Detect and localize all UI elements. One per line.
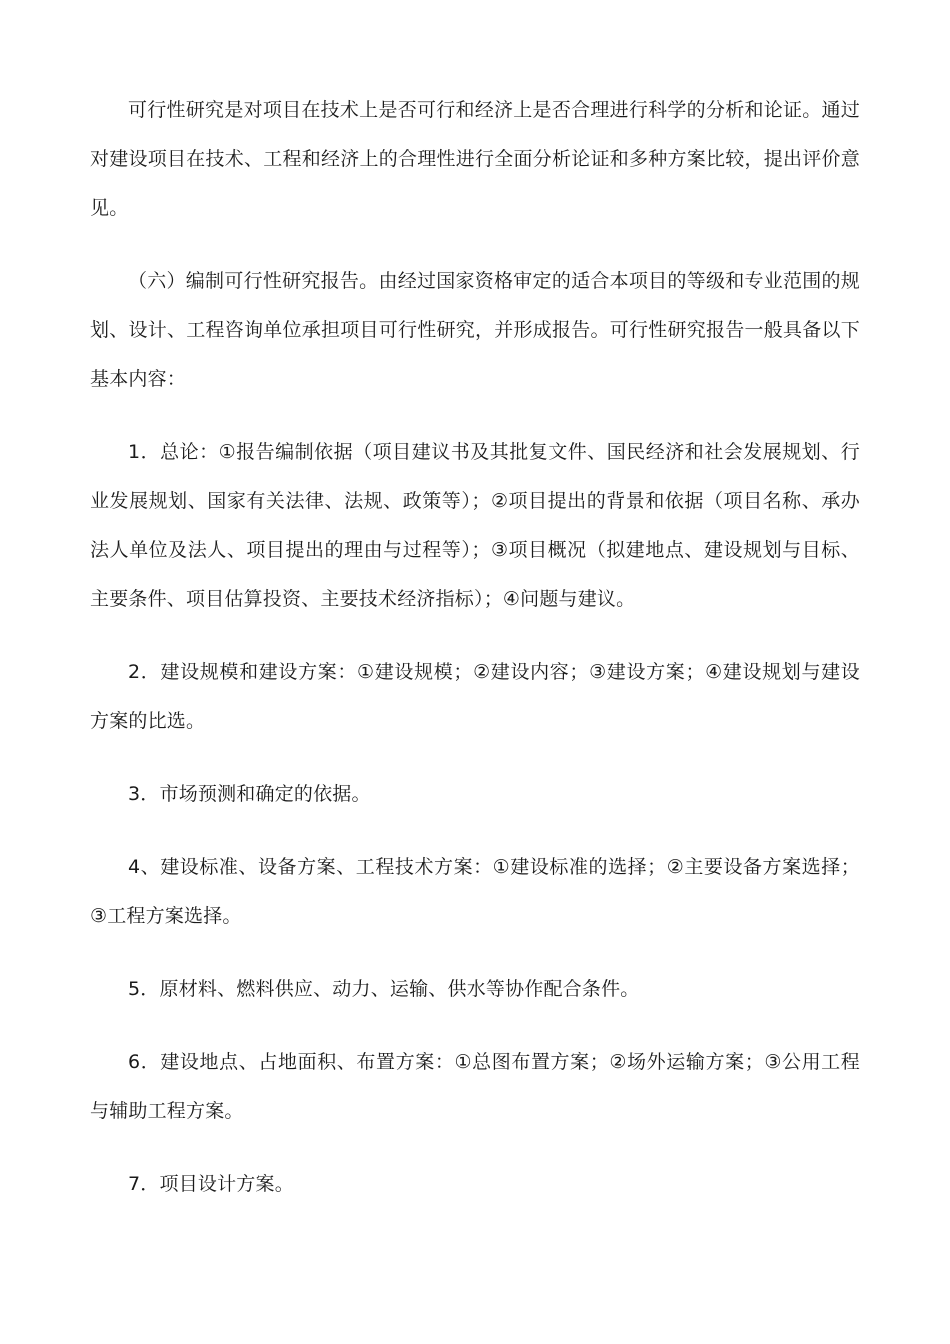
paragraph-feasibility-intro: 可行性研究是对项目在技术上是否可行和经济上是否合理进行科学的分析和论证。通过对建设项目在技术、工程和经济上的合理性进行全面分析论证和多种方案比较，提出评价意见。 xyxy=(90,99,860,219)
paragraph-item-7-design: 7．项目设计方案。 xyxy=(128,1173,294,1195)
paragraph-item-5-materials: 5．原材料、燃料供应、动力、运输、供水等协作配合条件。 xyxy=(128,978,640,1000)
paragraph-section-six: （六）编制可行性研究报告。由经过国家资格审定的适合本项目的等级和专业范围的规划、设计、工程咨询单位承担项目可行性研究，并形成报告。可行性研究报告一般具备以下基本内容： xyxy=(90,270,860,390)
paragraph-item-3-market: 3．市场预测和确定的依据。 xyxy=(128,783,371,805)
paragraph-item-4-standards: 4、建设标准、设备方案、工程技术方案：①建设标准的选择；②主要设备方案选择；③工程方案选择。 xyxy=(90,856,860,927)
paragraph-item-1-general: 1．总论：①报告编制依据（项目建议书及其批复文件、国民经济和社会发展规划、行业发展规划、国家有关法律、法规、政策等）；②项目提出的背景和依据（项目名称、承办法人单位及法人、项目提出的理由与过程等）；③项目概况（拟建地点、建设规划与目标、主要条件、项目估算投资、主要技术经济指标）；④问题与建议。 xyxy=(90,441,860,610)
paragraph-item-6-site: 6．建设地点、占地面积、布置方案：①总图布置方案；②场外运输方案；③公用工程与辅助工程方案。 xyxy=(90,1051,860,1122)
paragraph-item-2-scale: 2．建设规模和建设方案：①建设规模；②建设内容；③建设方案；④建设规划与建设方案的比选。 xyxy=(90,661,860,732)
document-body xyxy=(90,86,860,1233)
